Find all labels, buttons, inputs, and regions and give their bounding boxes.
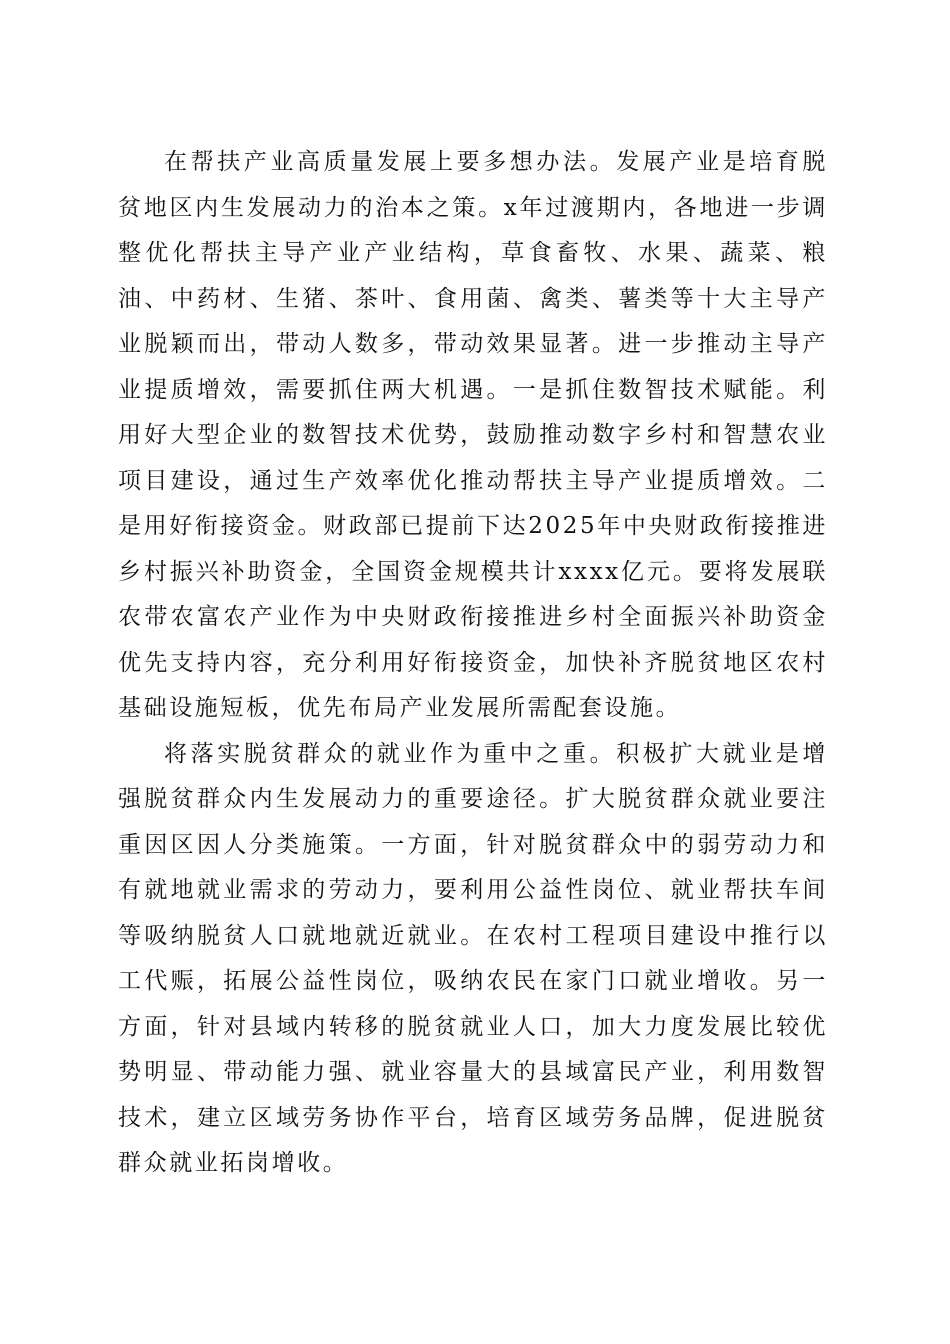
document-body xyxy=(118,140,828,1187)
paragraph-industry-development: 在帮扶产业高质量发展上要多想办法。发展产业是培育脱贫地区内生发展动力的治本之策。x年过渡期内，各地进一步调整优化帮扶主导产业产业结构，草食畜牧、水果、蔬菜、粮油、中药材、生猪、茶叶、食用菌、禽类、薯类等十大主导产业脱颖而出，带动人数多，带动效果显著。进一步推动主导产业提质增效，需要抓住两大机遇。一是抓住数智技术赋能。利用好大型企业的数智技术优势，鼓励推动数字乡村和智慧农业项目建设，通过生产效率优化推动帮扶主导产业提质增效。二是用好衔接资金。财政部已提前下达2025年中央财政衔接推进乡村振兴补助资金，全国资金规模共计xxxx亿元。要将发展联农带农富农产业作为中央财政衔接推进乡村全面振兴补助资金优先支持内容，充分利用好衔接资金，加快补齐脱贫地区农村基础设施短板，优先布局产业发展所需配套设施。 xyxy=(118,149,828,721)
paragraph-employment: 将落实脱贫群众的就业作为重中之重。积极扩大就业是增强脱贫群众内生发展动力的重要途径。扩大脱贫群众就业要注重因区因人分类施策。一方面，针对脱贫群众中的弱劳动力和有就地就业需求的劳动力，要利用公益性岗位、就业帮扶车间等吸纳脱贫人口就地就近就业。在农村工程项目建设中推行以工代赈，拓展公益性岗位，吸纳农民在家门口就业增收。另一方面，针对县域内转移的脱贫就业人口，加大力度发展比较优势明显、带动能力强、就业容量大的县域富民产业，利用数智技术，建立区域劳务协作平台，培育区域劳务品牌，促进脱贫群众就业拓岗增收。 xyxy=(118,740,828,1176)
